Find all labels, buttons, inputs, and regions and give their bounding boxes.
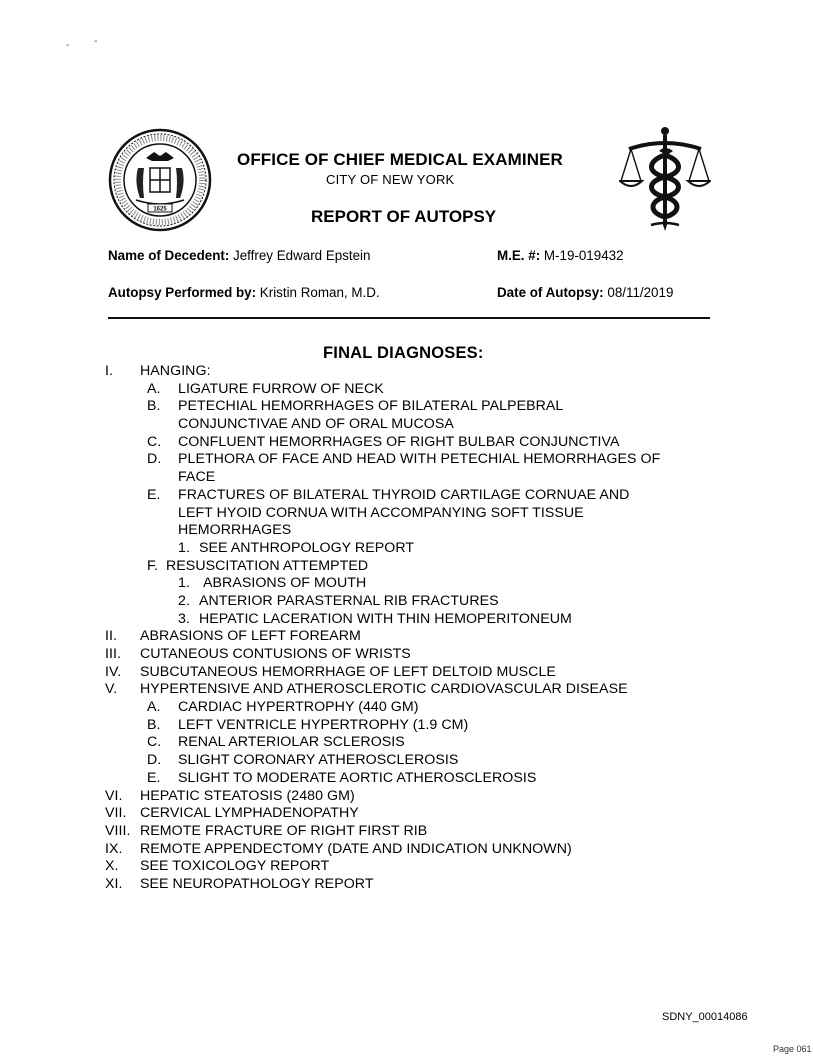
medical-examiner-emblem-icon: [619, 125, 711, 233]
diagnosis-text: FACE: [178, 469, 216, 486]
diagnosis-label: B.: [147, 716, 161, 733]
diagnosis-text: LEFT VENTRICLE HYPERTROPHY (1.9 CM): [178, 716, 469, 733]
diagnosis-text: HEPATIC STEATOSIS (2480 GM): [140, 787, 355, 804]
diagnosis-text: PLETHORA OF FACE AND HEAD WITH PETECHIAL HEMORRHAGES OF: [178, 451, 661, 468]
seal-year: 1625: [153, 206, 167, 213]
diagnosis-text: HANGING:: [140, 363, 211, 379]
diagnosis-text: REMOTE APPENDECTOMY (DATE AND INDICATION UNKNOWN): [140, 840, 572, 857]
diagnosis-text: SEE TOXICOLOGY REPORT: [140, 858, 330, 875]
decedent-name-value: Jeffrey Edward Epstein: [233, 248, 371, 263]
diagnosis-label: III.: [105, 646, 121, 662]
diagnosis-text: CUTANEOUS CONTUSIONS OF WRISTS: [140, 646, 411, 662]
diagnosis-label: IX.: [105, 840, 123, 857]
diagnosis-label: IV.: [105, 663, 122, 680]
diagnosis-text: RESUSCITATION ATTEMPTED: [166, 557, 369, 574]
diagnosis-label: 1.: [178, 575, 190, 592]
diagnosis-text: SEE NEUROPATHOLOGY REPORT: [140, 875, 374, 892]
diagnosis-text: PETECHIAL HEMORRHAGES OF BILATERAL PALPEBRAL: [178, 398, 564, 415]
diagnosis-text: SLIGHT CORONARY ATHEROSCLEROSIS: [178, 752, 459, 769]
diagnosis-text: HYPERTENSIVE AND ATHEROSCLEROTIC CARDIOVASCULAR DISEASE: [140, 681, 628, 698]
diagnosis-label: A.: [147, 699, 161, 716]
diagnosis-text: REMOTE FRACTURE OF RIGHT FIRST RIB: [140, 822, 428, 839]
diagnosis-text: SUBCUTANEOUS HEMORRHAGE OF LEFT DELTOID MUSCLE: [140, 663, 556, 680]
diagnosis-text: HEPATIC LACERATION WITH THIN HEMOPERITONEUM: [199, 610, 572, 627]
diagnosis-text: CONFLUENT HEMORRHAGES OF RIGHT BULBAR CONJUNCTIVA: [178, 433, 620, 450]
diagnosis-label: E.: [147, 486, 161, 503]
autopsy-performed-by-value: Kristin Roman, M.D.: [259, 285, 380, 300]
diagnosis-label: D.: [147, 752, 162, 769]
diagnosis-text: HEMORRHAGES: [178, 522, 292, 539]
diagnosis-label: XI.: [105, 875, 123, 892]
me-number-field: [497, 248, 624, 263]
me-number-value: M-19-019432: [543, 248, 624, 263]
diagnosis-label: C.: [147, 433, 162, 450]
me-number-label: M.E. #:: [497, 248, 541, 263]
diagnosis-label: VIII.: [105, 822, 131, 839]
scan-mark: -: [66, 40, 70, 51]
decedent-name-label: Name of Decedent:: [108, 248, 230, 263]
diagnosis-label: A.: [147, 380, 161, 397]
page-number: Page 061: [773, 1044, 812, 1054]
diagnosis-label: B.: [147, 398, 161, 415]
header-divider: [108, 317, 710, 319]
scan-mark: -: [94, 36, 98, 47]
diagnosis-label: VI.: [105, 787, 123, 804]
autopsy-date-field: [497, 285, 673, 300]
diagnosis-label: VII.: [105, 805, 127, 822]
diagnosis-label: 2.: [178, 592, 190, 609]
diagnosis-label: 1.: [178, 539, 190, 556]
final-diagnoses-heading: FINAL DIAGNOSES:: [323, 344, 484, 362]
diagnosis-text: ABRASIONS OF LEFT FOREARM: [140, 628, 361, 645]
autopsy-date-value: 08/11/2019: [607, 285, 674, 300]
diagnosis-label: D.: [147, 451, 162, 468]
diagnosis-text: CARDIAC HYPERTROPHY (440 GM): [178, 699, 419, 716]
report-title: REPORT OF AUTOPSY: [311, 207, 497, 226]
diagnosis-text: FRACTURES OF BILATERAL THYROID CARTILAGE CORNUAE AND: [178, 486, 630, 503]
bates-number: SDNY_00014086: [662, 1011, 748, 1023]
autopsy-date-label: Date of Autopsy:: [497, 285, 604, 300]
diagnosis-text: RENAL ARTERIOLAR SCLEROSIS: [178, 734, 405, 751]
diagnosis-text: CERVICAL LYMPHADENOPATHY: [140, 805, 359, 822]
decedent-name-field: [108, 248, 370, 263]
diagnosis-text: SEE ANTHROPOLOGY REPORT: [199, 539, 415, 556]
autopsy-performed-by-label: Autopsy Performed by:: [108, 285, 257, 300]
office-title: OFFICE OF CHIEF MEDICAL EXAMINER: [237, 150, 563, 169]
diagnosis-text: LEFT HYOID CORNUA WITH ACCOMPANYING SOFT TISSUE: [178, 504, 584, 521]
diagnosis-text: SLIGHT TO MODERATE AORTIC ATHEROSCLEROSIS: [178, 769, 537, 786]
diagnosis-text: CONJUNCTIVAE AND OF ORAL MUCOSA: [178, 416, 454, 433]
diagnosis-text: LIGATURE FURROW OF NECK: [178, 380, 384, 397]
diagnosis-label: I.: [105, 363, 113, 379]
diagnosis-text: ABRASIONS OF MOUTH: [203, 575, 367, 592]
diagnosis-label: E.: [147, 769, 161, 786]
nyc-seal-logo: [108, 128, 212, 232]
diagnosis-label: F.: [147, 557, 159, 574]
diagnosis-label: 3.: [178, 610, 190, 627]
diagnosis-text: ANTERIOR PARASTERNAL RIB FRACTURES: [199, 592, 499, 609]
diagnosis-label: V.: [105, 681, 118, 698]
city-subtitle: CITY OF NEW YORK: [326, 172, 455, 187]
diagnosis-label: II.: [105, 628, 117, 645]
diagnosis-label: X.: [105, 858, 119, 875]
diagnosis-label: C.: [147, 734, 162, 751]
autopsy-performed-by-field: [108, 285, 380, 300]
